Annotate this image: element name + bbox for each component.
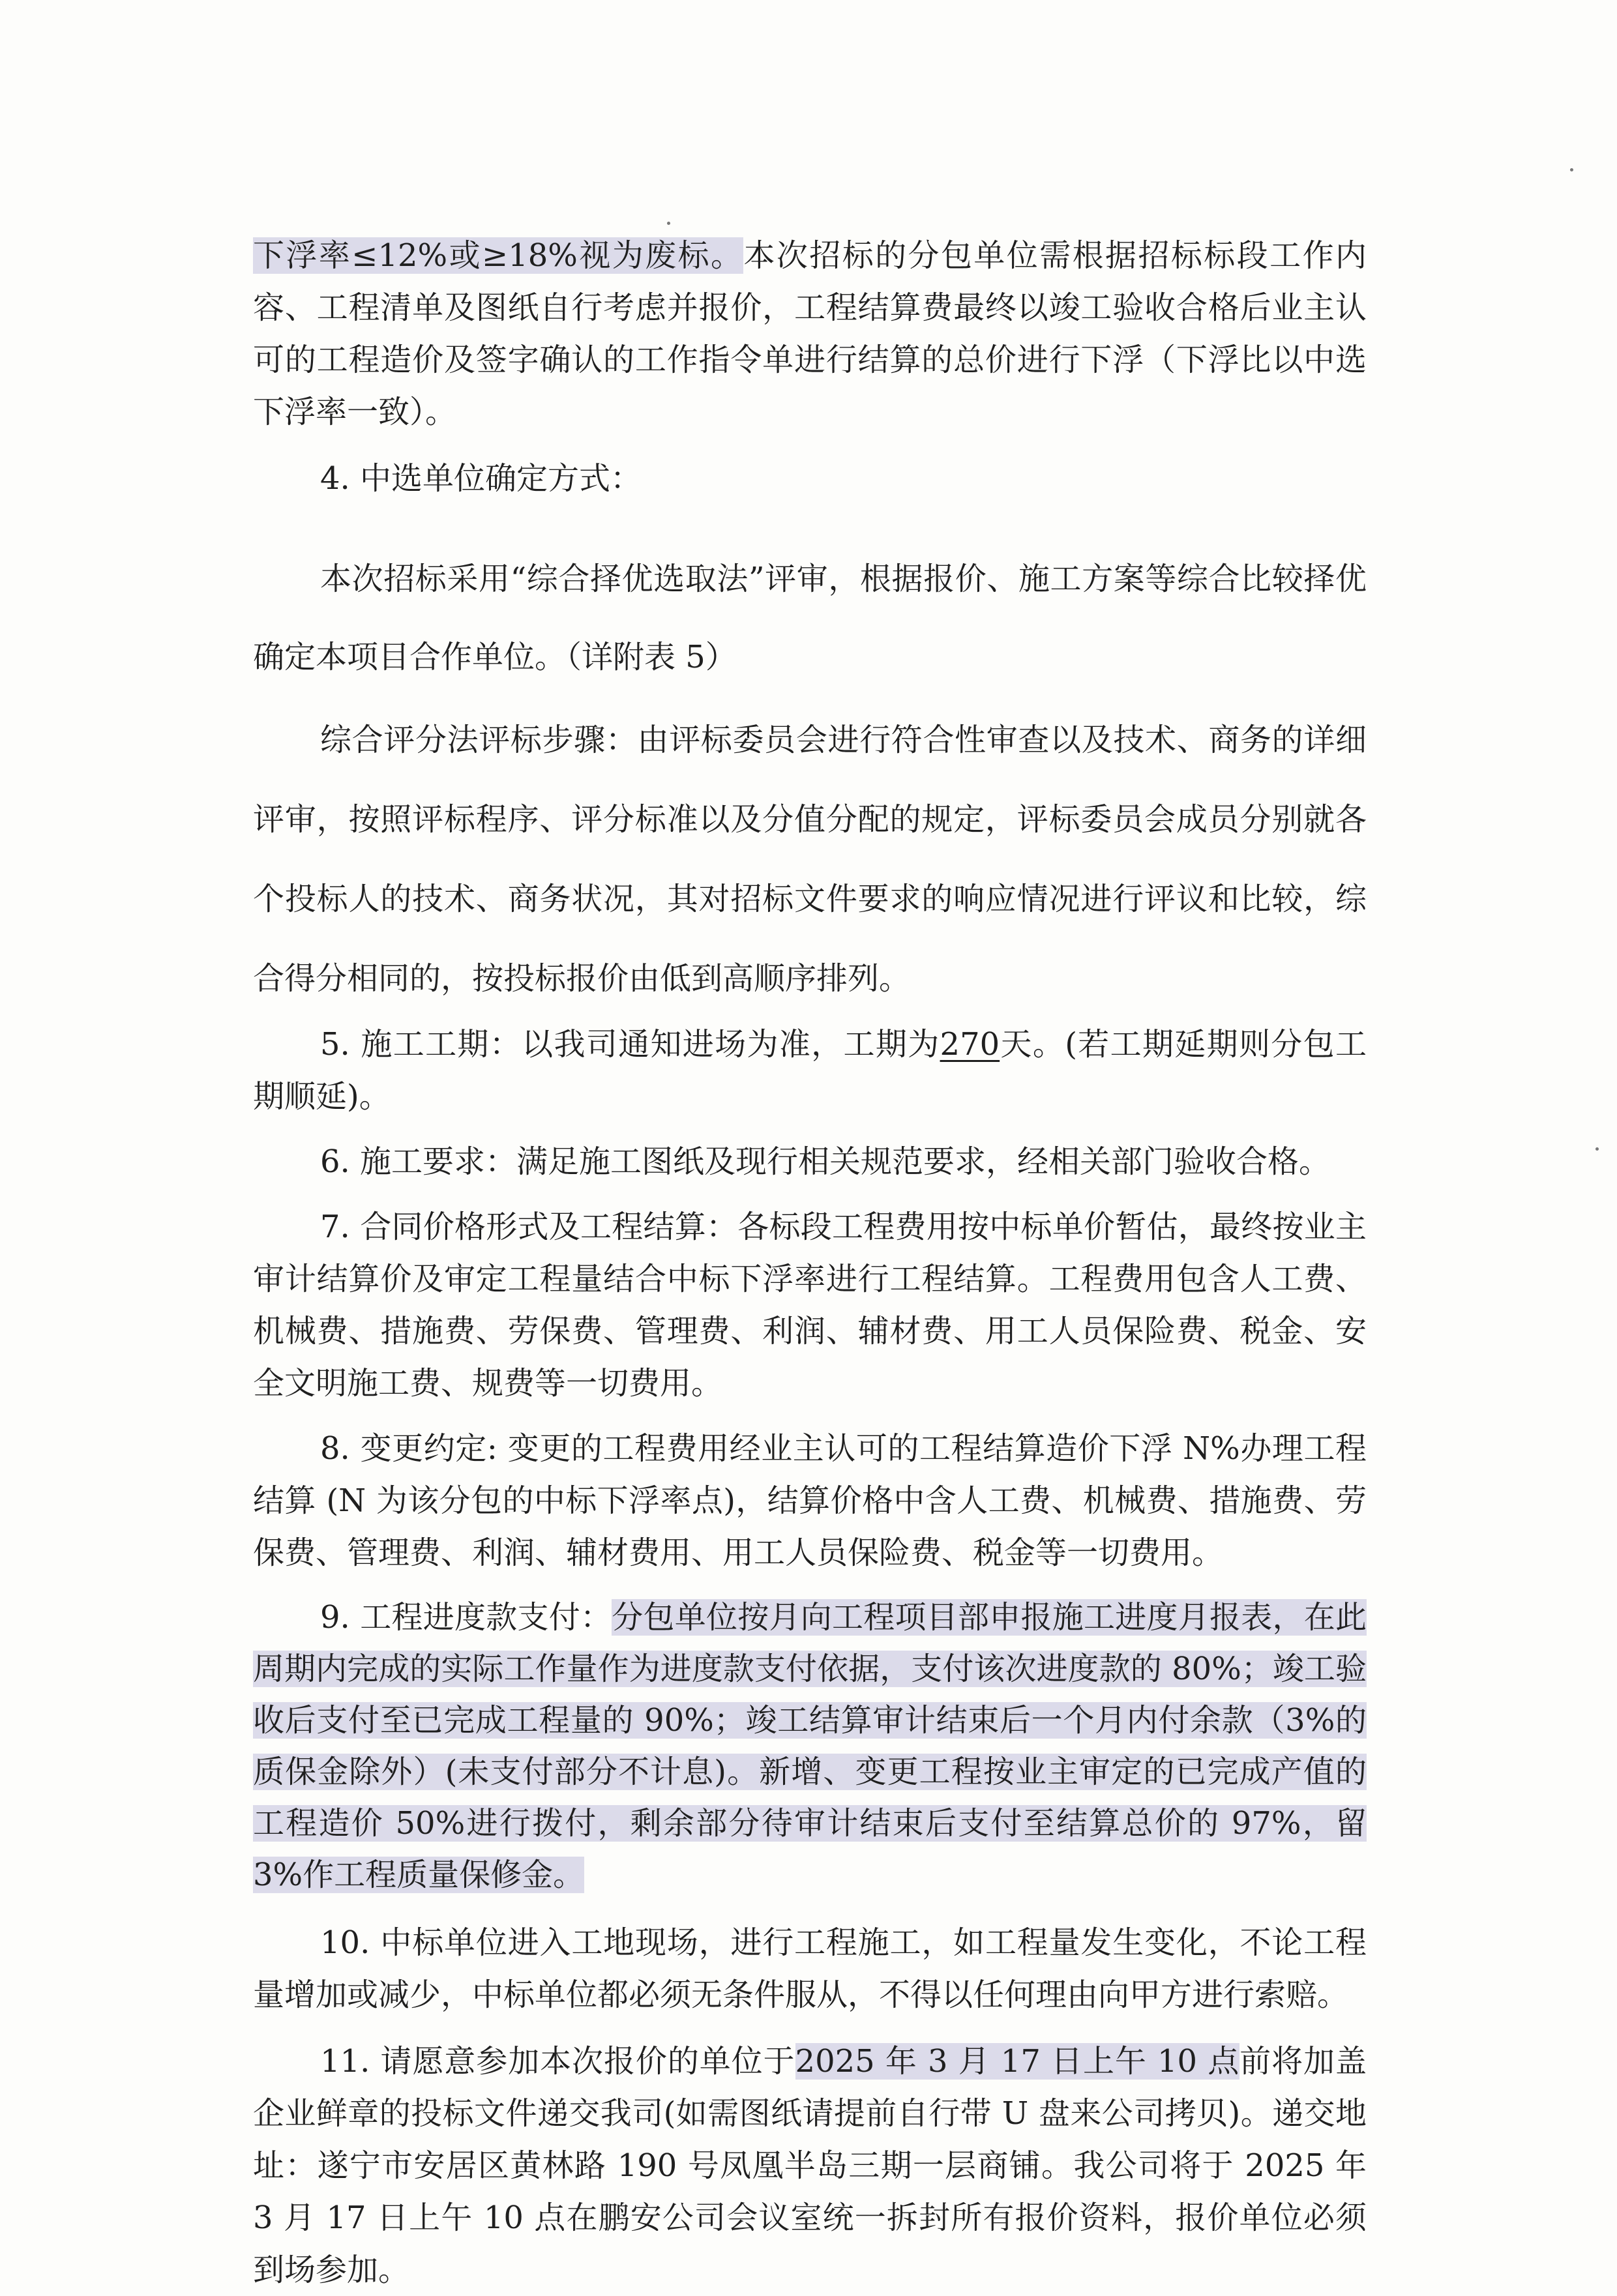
highlighted-discount-rule: 下浮率≤12%或≥18%视为废标。 [253,237,744,274]
item-6-construction-requirements: 6. 施工要求：满足施工图纸及现行相关规范要求，经相关部门验收合格。 [320,1143,1331,1180]
item-5-construction-period [253,1018,1367,1123]
paragraph-bid-discount-rule [253,229,1367,438]
paragraph-evaluation-method: 本次招标采用“综合择优选取法”评审，根据报价、施工方案等综合比较择优确定本项目合作单位。（详附表 5） [253,561,1367,675]
document-body [253,229,1367,2296]
scan-speck [1570,168,1573,171]
scan-speck [1595,1147,1599,1151]
paragraph-evaluation-steps: 综合评分法评标步骤：由评标委员会进行符合性审查以及技术、商务的详细评审，按照评标程序、评分标准以及分值分配的规定，评标委员会成员分别就各个投标人的技术、商务状况，其对招标文件要求的响应情况进行评议和比较，综合得分相同的，按投标报价由低到高顺序排列。 [253,722,1367,997]
highlighted-payment-terms: 分包单位按月向工程项目部申报施工进度月报表，在此周期内完成的实际工作量作为进度款支付依据，支付该次进度款的 80%；竣工验收后支付至已完成工程量的 90%；竣工结算审计结束后一个月内付余款（3%的质保金除外）(未支付部分不计息)。新增、变更工程按业主审定的已完成产值的工程造价 50%进行拨付，剩余部分待审计结束后支付至结算总价的 97%，留 3%作工程质量保修金。 [253,1599,1367,1893]
item-4-heading: 4. 中选单位确定方式： [320,460,642,497]
item-9-label: 9. 工程进度款支付： [320,1599,612,1636]
item-11-text-after: 前将加盖企业鲜章的投标文件递交我司(如需图纸请提前自行带 U 盘来公司拷贝)。递交地址：遂宁市安居区黄林路 190 号凤凰半岛三期一层商铺。我公司将于 2025 年 3 月 17 日上午 10 点在鹏安公司会议室统一拆封所有报价资料，报价单位必须到场参加。 [253,2043,1367,2288]
item-11-submission [253,2035,1367,2296]
item-5-text-before: 5. 施工工期：以我司通知进场为准，工期为 [320,1026,940,1063]
item-7-contract-price: 7. 合同价格形式及工程结算：各标段工程费用按中标单价暂估，最终按业主审计结算价及审定工程量结合中标下浮率进行工程结算。工程费用包含人工费、机械费、措施费、劳保费、管理费、利润、辅材费、用工人员保险费、税金、安全文明施工费、规费等一切费用。 [253,1209,1367,1402]
paragraph-text: 本次招标的分包单位需根据招标标段工作内容、工程清单及图纸自行考虑并报价，工程结算费最终以竣工验收合格后业主认可的工程造价及签字确认的工作指令单进行结算的总价进行下浮（下浮比以中选下浮率一致）。 [253,237,1367,430]
item-9-progress-payment [253,1592,1367,1901]
item-10-site-entry: 10. 中标单位进入工地现场，进行工程施工，如工程量发生变化，不论工程量增加或减少，中标单位都必须无条件服从，不得以任何理由向甲方进行索赔。 [253,1924,1367,2013]
item-5-text-after: 天。(若工期延期则分包工期顺延)。 [253,1026,1367,1115]
item-11-text-before: 11. 请愿意参加本次报价的单位于 [320,2043,795,2080]
item-8-change-agreement: 8. 变更约定: 变更的工程费用经业主认可的工程结算造价下浮 N%办理工程结算 (N 为该分包的中标下浮率点)，结算价格中含人工费、机械费、措施费、劳保费、管理费、利润、辅材费用、用工人员保险费、税金等一切费用。 [253,1430,1367,1571]
construction-days: 270 [940,1026,1000,1063]
scan-speck [667,222,670,225]
highlighted-deadline: 2025 年 3 月 17 日上午 10 点 [795,2043,1240,2080]
